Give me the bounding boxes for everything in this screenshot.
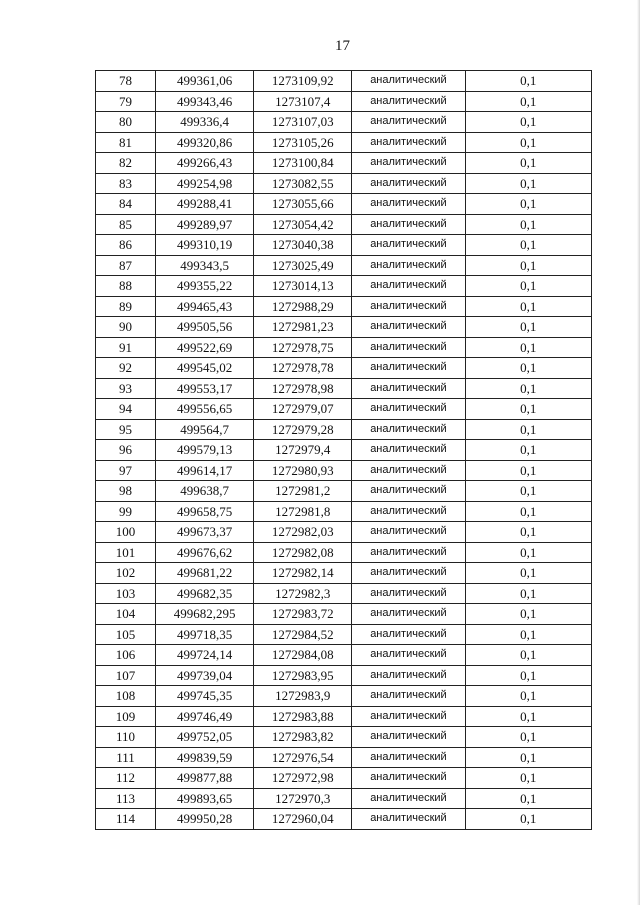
coordinates-table-body [96,71,592,830]
point-number-cell: 113 [96,788,156,809]
table-row [96,214,592,235]
y-coordinate-cell: 1272978,98 [254,378,352,399]
y-coordinate-cell: 1272979,4 [254,440,352,461]
x-coordinate-cell: 499266,43 [156,153,254,174]
y-coordinate-cell: 1273082,55 [254,173,352,194]
accuracy-cell: 0,1 [465,768,591,789]
x-coordinate-cell: 499355,22 [156,276,254,297]
accuracy-cell: 0,1 [465,686,591,707]
table-row [96,686,592,707]
table-row [96,501,592,522]
accuracy-cell: 0,1 [465,522,591,543]
accuracy-cell: 0,1 [465,71,591,92]
y-coordinate-cell: 1272983,88 [254,706,352,727]
x-coordinate-cell: 499522,69 [156,337,254,358]
accuracy-cell: 0,1 [465,706,591,727]
method-cell: аналитический [352,112,465,133]
point-number-cell: 84 [96,194,156,215]
point-number-cell: 105 [96,624,156,645]
x-coordinate-cell: 499676,62 [156,542,254,563]
accuracy-cell: 0,1 [465,276,591,297]
accuracy-cell: 0,1 [465,747,591,768]
table-row [96,173,592,194]
x-coordinate-cell: 499638,7 [156,481,254,502]
table-row [96,747,592,768]
x-coordinate-cell: 499465,43 [156,296,254,317]
table-row [96,706,592,727]
point-number-cell: 80 [96,112,156,133]
table-row [96,358,592,379]
accuracy-cell: 0,1 [465,399,591,420]
point-number-cell: 87 [96,255,156,276]
y-coordinate-cell: 1273105,26 [254,132,352,153]
table-row [96,522,592,543]
x-coordinate-cell: 499718,35 [156,624,254,645]
accuracy-cell: 0,1 [465,317,591,338]
table-row [96,460,592,481]
table-row [96,378,592,399]
x-coordinate-cell: 499564,7 [156,419,254,440]
accuracy-cell: 0,1 [465,460,591,481]
y-coordinate-cell: 1272984,08 [254,645,352,666]
table-row [96,481,592,502]
x-coordinate-cell: 499658,75 [156,501,254,522]
accuracy-cell: 0,1 [465,604,591,625]
method-cell: аналитический [352,132,465,153]
x-coordinate-cell: 499343,5 [156,255,254,276]
x-coordinate-cell: 499288,41 [156,194,254,215]
method-cell: аналитический [352,624,465,645]
x-coordinate-cell: 499745,35 [156,686,254,707]
point-number-cell: 81 [96,132,156,153]
y-coordinate-cell: 1272981,23 [254,317,352,338]
point-number-cell: 82 [96,153,156,174]
x-coordinate-cell: 499682,295 [156,604,254,625]
point-number-cell: 114 [96,809,156,830]
y-coordinate-cell: 1273014,13 [254,276,352,297]
y-coordinate-cell: 1272984,52 [254,624,352,645]
point-number-cell: 98 [96,481,156,502]
x-coordinate-cell: 499505,56 [156,317,254,338]
table-row [96,665,592,686]
x-coordinate-cell: 499289,97 [156,214,254,235]
y-coordinate-cell: 1273107,4 [254,91,352,112]
point-number-cell: 102 [96,563,156,584]
point-number-cell: 88 [96,276,156,297]
y-coordinate-cell: 1272983,72 [254,604,352,625]
y-coordinate-cell: 1272978,78 [254,358,352,379]
method-cell: аналитический [352,460,465,481]
table-row [96,317,592,338]
x-coordinate-cell: 499950,28 [156,809,254,830]
table-row [96,727,592,748]
table-row [96,419,592,440]
point-number-cell: 103 [96,583,156,604]
accuracy-cell: 0,1 [465,501,591,522]
y-coordinate-cell: 1273107,03 [254,112,352,133]
x-coordinate-cell: 499681,22 [156,563,254,584]
accuracy-cell: 0,1 [465,542,591,563]
x-coordinate-cell: 499724,14 [156,645,254,666]
y-coordinate-cell: 1272982,3 [254,583,352,604]
point-number-cell: 108 [96,686,156,707]
table-row [96,235,592,256]
x-coordinate-cell: 499343,46 [156,91,254,112]
accuracy-cell: 0,1 [465,624,591,645]
point-number-cell: 79 [96,91,156,112]
point-number-cell: 89 [96,296,156,317]
table-row [96,153,592,174]
y-coordinate-cell: 1272972,98 [254,768,352,789]
x-coordinate-cell: 499752,05 [156,727,254,748]
method-cell: аналитический [352,71,465,92]
point-number-cell: 97 [96,460,156,481]
method-cell: аналитический [352,255,465,276]
method-cell: аналитический [352,522,465,543]
table-row [96,337,592,358]
method-cell: аналитический [352,563,465,584]
method-cell: аналитический [352,296,465,317]
point-number-cell: 90 [96,317,156,338]
y-coordinate-cell: 1272980,93 [254,460,352,481]
x-coordinate-cell: 499320,86 [156,132,254,153]
y-coordinate-cell: 1272970,3 [254,788,352,809]
table-row [96,91,592,112]
accuracy-cell: 0,1 [465,378,591,399]
point-number-cell: 85 [96,214,156,235]
accuracy-cell: 0,1 [465,665,591,686]
method-cell: аналитический [352,501,465,522]
point-number-cell: 94 [96,399,156,420]
x-coordinate-cell: 499877,88 [156,768,254,789]
accuracy-cell: 0,1 [465,153,591,174]
table-row [96,788,592,809]
accuracy-cell: 0,1 [465,194,591,215]
table-row [96,563,592,584]
x-coordinate-cell: 499739,04 [156,665,254,686]
accuracy-cell: 0,1 [465,337,591,358]
y-coordinate-cell: 1272979,07 [254,399,352,420]
point-number-cell: 106 [96,645,156,666]
method-cell: аналитический [352,235,465,256]
accuracy-cell: 0,1 [465,583,591,604]
point-number-cell: 83 [96,173,156,194]
point-number-cell: 112 [96,768,156,789]
x-coordinate-cell: 499746,49 [156,706,254,727]
accuracy-cell: 0,1 [465,91,591,112]
point-number-cell: 96 [96,440,156,461]
y-coordinate-cell: 1273100,84 [254,153,352,174]
method-cell: аналитический [352,317,465,338]
table-row [96,604,592,625]
method-cell: аналитический [352,645,465,666]
point-number-cell: 111 [96,747,156,768]
x-coordinate-cell: 499545,02 [156,358,254,379]
point-number-cell: 109 [96,706,156,727]
method-cell: аналитический [352,788,465,809]
accuracy-cell: 0,1 [465,358,591,379]
table-row [96,645,592,666]
method-cell: аналитический [352,399,465,420]
point-number-cell: 107 [96,665,156,686]
x-coordinate-cell: 499839,59 [156,747,254,768]
y-coordinate-cell: 1272983,9 [254,686,352,707]
method-cell: аналитический [352,768,465,789]
x-coordinate-cell: 499579,13 [156,440,254,461]
method-cell: аналитический [352,604,465,625]
table-row [96,255,592,276]
y-coordinate-cell: 1273055,66 [254,194,352,215]
accuracy-cell: 0,1 [465,255,591,276]
x-coordinate-cell: 499310,19 [156,235,254,256]
method-cell: аналитический [352,481,465,502]
point-number-cell: 101 [96,542,156,563]
table-row [96,583,592,604]
x-coordinate-cell: 499893,65 [156,788,254,809]
point-number-cell: 78 [96,71,156,92]
method-cell: аналитический [352,276,465,297]
y-coordinate-cell: 1273040,38 [254,235,352,256]
method-cell: аналитический [352,727,465,748]
accuracy-cell: 0,1 [465,727,591,748]
y-coordinate-cell: 1272981,2 [254,481,352,502]
method-cell: аналитический [352,173,465,194]
accuracy-cell: 0,1 [465,645,591,666]
method-cell: аналитический [352,214,465,235]
point-number-cell: 95 [96,419,156,440]
method-cell: аналитический [352,153,465,174]
accuracy-cell: 0,1 [465,132,591,153]
x-coordinate-cell: 499673,37 [156,522,254,543]
table-row [96,399,592,420]
accuracy-cell: 0,1 [465,481,591,502]
y-coordinate-cell: 1272982,14 [254,563,352,584]
table-row [96,542,592,563]
y-coordinate-cell: 1273109,92 [254,71,352,92]
accuracy-cell: 0,1 [465,419,591,440]
method-cell: аналитический [352,440,465,461]
table-row [96,71,592,92]
point-number-cell: 110 [96,727,156,748]
method-cell: аналитический [352,747,465,768]
accuracy-cell: 0,1 [465,788,591,809]
y-coordinate-cell: 1272981,8 [254,501,352,522]
y-coordinate-cell: 1272979,28 [254,419,352,440]
method-cell: аналитический [352,665,465,686]
point-number-cell: 100 [96,522,156,543]
table-row [96,296,592,317]
y-coordinate-cell: 1272983,95 [254,665,352,686]
x-coordinate-cell: 499614,17 [156,460,254,481]
x-coordinate-cell: 499556,65 [156,399,254,420]
x-coordinate-cell: 499336,4 [156,112,254,133]
point-number-cell: 93 [96,378,156,399]
y-coordinate-cell: 1272976,54 [254,747,352,768]
accuracy-cell: 0,1 [465,563,591,584]
method-cell: аналитический [352,337,465,358]
method-cell: аналитический [352,706,465,727]
accuracy-cell: 0,1 [465,214,591,235]
point-number-cell: 92 [96,358,156,379]
point-number-cell: 99 [96,501,156,522]
accuracy-cell: 0,1 [465,235,591,256]
x-coordinate-cell: 499254,98 [156,173,254,194]
method-cell: аналитический [352,378,465,399]
y-coordinate-cell: 1272988,29 [254,296,352,317]
table-row [96,194,592,215]
table-row [96,440,592,461]
x-coordinate-cell: 499361,06 [156,71,254,92]
y-coordinate-cell: 1272960,04 [254,809,352,830]
accuracy-cell: 0,1 [465,112,591,133]
method-cell: аналитический [352,91,465,112]
method-cell: аналитический [352,542,465,563]
method-cell: аналитический [352,358,465,379]
y-coordinate-cell: 1272978,75 [254,337,352,358]
coordinates-table [95,70,592,830]
method-cell: аналитический [352,419,465,440]
page-number: 17 [335,38,350,54]
x-coordinate-cell: 499682,35 [156,583,254,604]
accuracy-cell: 0,1 [465,173,591,194]
point-number-cell: 104 [96,604,156,625]
y-coordinate-cell: 1273054,42 [254,214,352,235]
table-row [96,809,592,830]
point-number-cell: 91 [96,337,156,358]
table-row [96,276,592,297]
table-row [96,112,592,133]
method-cell: аналитический [352,686,465,707]
y-coordinate-cell: 1272983,82 [254,727,352,748]
method-cell: аналитический [352,809,465,830]
y-coordinate-cell: 1273025,49 [254,255,352,276]
point-number-cell: 86 [96,235,156,256]
table-row [96,624,592,645]
x-coordinate-cell: 499553,17 [156,378,254,399]
accuracy-cell: 0,1 [465,296,591,317]
accuracy-cell: 0,1 [465,440,591,461]
table-row [96,768,592,789]
table-row [96,132,592,153]
accuracy-cell: 0,1 [465,809,591,830]
method-cell: аналитический [352,583,465,604]
method-cell: аналитический [352,194,465,215]
y-coordinate-cell: 1272982,03 [254,522,352,543]
y-coordinate-cell: 1272982,08 [254,542,352,563]
